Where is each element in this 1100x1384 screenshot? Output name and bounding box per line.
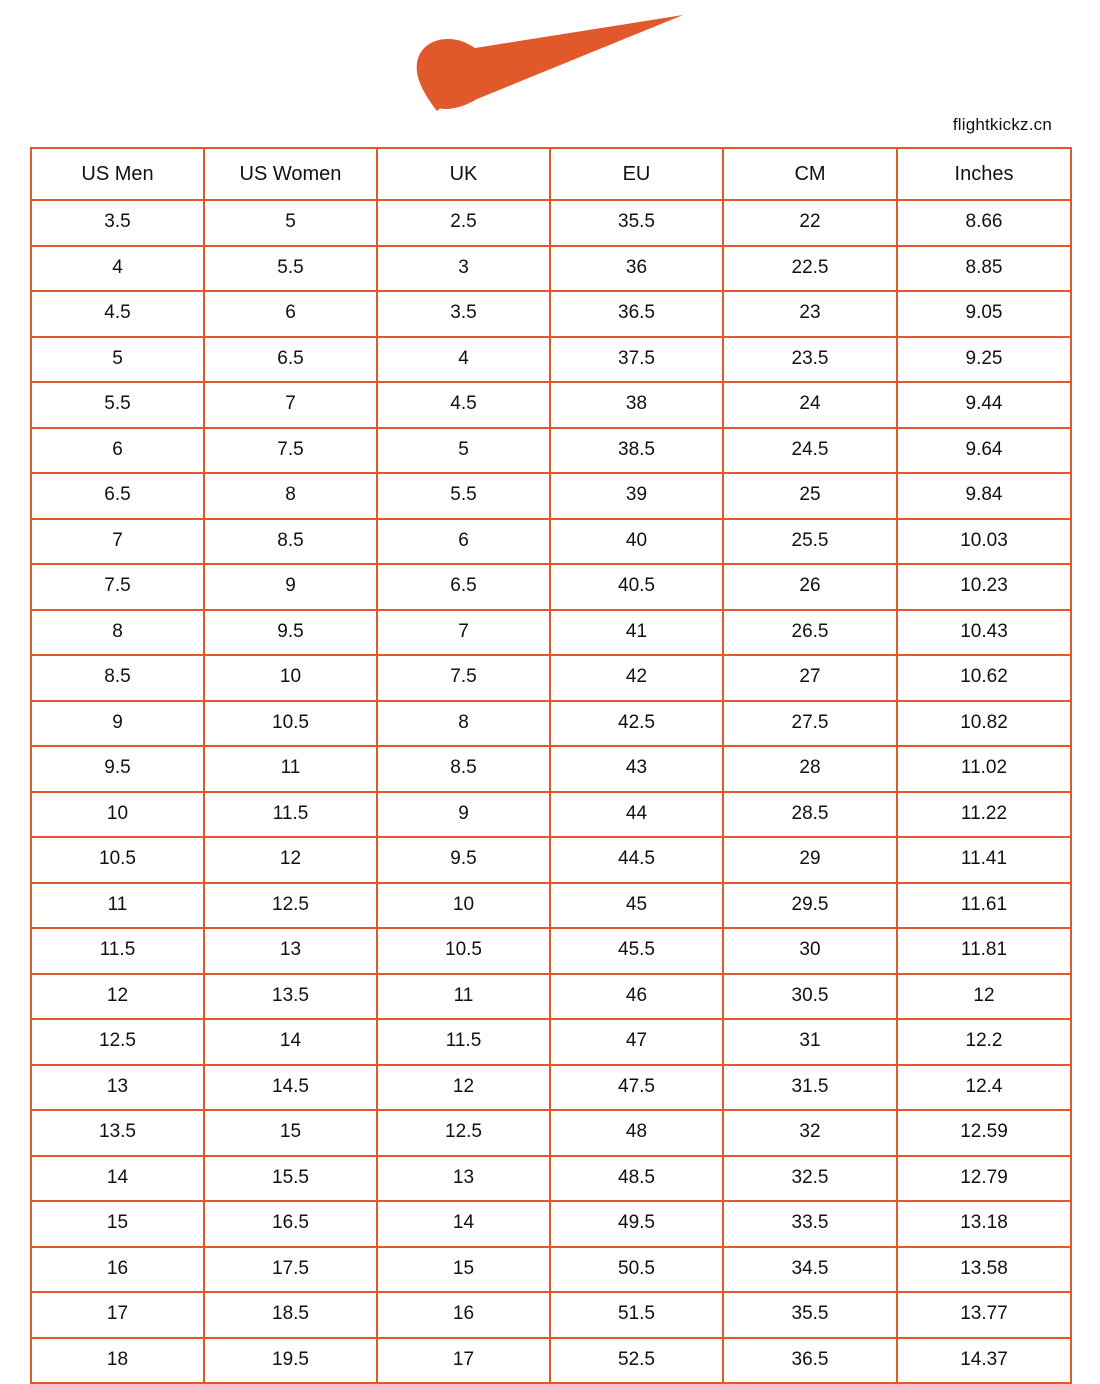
- table-cell: 8.66: [897, 200, 1071, 246]
- table-cell: 11.61: [897, 883, 1071, 929]
- table-row: [31, 1065, 1071, 1111]
- table-cell: 42: [550, 655, 723, 701]
- table-cell: 14: [31, 1156, 204, 1202]
- table-cell: 5: [377, 428, 550, 474]
- table-cell: 14: [204, 1019, 377, 1065]
- table-cell: 29: [723, 837, 897, 883]
- table-cell: 40.5: [550, 564, 723, 610]
- table-cell: 32.5: [723, 1156, 897, 1202]
- size-chart-table-area: [30, 147, 1070, 1370]
- table-cell: 15: [377, 1247, 550, 1293]
- table-cell: 4.5: [377, 382, 550, 428]
- table-cell: 16: [31, 1247, 204, 1293]
- table-cell: 6.5: [31, 473, 204, 519]
- table-cell: 13: [204, 928, 377, 974]
- table-cell: 5.5: [377, 473, 550, 519]
- table-cell: 46: [550, 974, 723, 1020]
- table-row: [31, 746, 1071, 792]
- table-row: [31, 1110, 1071, 1156]
- table-row: [31, 610, 1071, 656]
- table-cell: 12.5: [31, 1019, 204, 1065]
- table-cell: 9: [204, 564, 377, 610]
- table-cell: 12.5: [377, 1110, 550, 1156]
- table-cell: 44: [550, 792, 723, 838]
- table-cell: 44.5: [550, 837, 723, 883]
- table-cell: 13: [377, 1156, 550, 1202]
- table-cell: 5: [204, 200, 377, 246]
- table-cell: 27: [723, 655, 897, 701]
- brand-logo: [0, 0, 1100, 118]
- table-cell: 10.43: [897, 610, 1071, 656]
- table-row: [31, 473, 1071, 519]
- table-cell: 31.5: [723, 1065, 897, 1111]
- table-row: [31, 1247, 1071, 1293]
- table-cell: 26: [723, 564, 897, 610]
- table-cell: 25.5: [723, 519, 897, 565]
- table-cell: 34.5: [723, 1247, 897, 1293]
- table-cell: 43: [550, 746, 723, 792]
- table-cell: 11.5: [31, 928, 204, 974]
- table-cell: 10: [204, 655, 377, 701]
- table-cell: 8.85: [897, 246, 1071, 292]
- table-cell: 3: [377, 246, 550, 292]
- table-row: [31, 701, 1071, 747]
- table-row: [31, 519, 1071, 565]
- table-cell: 22: [723, 200, 897, 246]
- table-cell: 13.5: [31, 1110, 204, 1156]
- table-body: [31, 200, 1071, 1383]
- table-cell: 11: [204, 746, 377, 792]
- table-cell: 12.5: [204, 883, 377, 929]
- table-cell: 28.5: [723, 792, 897, 838]
- table-cell: 28: [723, 746, 897, 792]
- table-cell: 14: [377, 1201, 550, 1247]
- table-cell: 31: [723, 1019, 897, 1065]
- column-header-inches: Inches: [897, 148, 1071, 200]
- table-cell: 10.23: [897, 564, 1071, 610]
- table-row: [31, 1201, 1071, 1247]
- table-cell: 8.5: [31, 655, 204, 701]
- table-cell: 5.5: [31, 382, 204, 428]
- table-cell: 12.79: [897, 1156, 1071, 1202]
- table-cell: 19.5: [204, 1338, 377, 1384]
- table-row: [31, 291, 1071, 337]
- table-cell: 45: [550, 883, 723, 929]
- table-cell: 9: [31, 701, 204, 747]
- table-cell: 11: [377, 974, 550, 1020]
- column-header-eu: EU: [550, 148, 723, 200]
- table-cell: 7.5: [31, 564, 204, 610]
- table-cell: 7: [31, 519, 204, 565]
- table-cell: 14.5: [204, 1065, 377, 1111]
- table-row: [31, 246, 1071, 292]
- table-cell: 8.5: [377, 746, 550, 792]
- table-cell: 4.5: [31, 291, 204, 337]
- table-cell: 13.5: [204, 974, 377, 1020]
- table-cell: 8: [31, 610, 204, 656]
- table-cell: 30: [723, 928, 897, 974]
- table-cell: 14.37: [897, 1338, 1071, 1384]
- table-cell: 17.5: [204, 1247, 377, 1293]
- table-cell: 12.2: [897, 1019, 1071, 1065]
- table-row: [31, 792, 1071, 838]
- table-cell: 17: [377, 1338, 550, 1384]
- table-cell: 9.64: [897, 428, 1071, 474]
- table-cell: 6.5: [377, 564, 550, 610]
- table-cell: 35.5: [723, 1292, 897, 1338]
- table-cell: 9.5: [377, 837, 550, 883]
- table-cell: 10: [377, 883, 550, 929]
- table-cell: 49.5: [550, 1201, 723, 1247]
- table-cell: 50.5: [550, 1247, 723, 1293]
- table-cell: 8: [377, 701, 550, 747]
- table-row: [31, 837, 1071, 883]
- table-cell: 23.5: [723, 337, 897, 383]
- table-row: [31, 1019, 1071, 1065]
- column-header-us-women: US Women: [204, 148, 377, 200]
- table-row: [31, 200, 1071, 246]
- table-cell: 10.5: [204, 701, 377, 747]
- table-row: [31, 337, 1071, 383]
- table-cell: 3.5: [377, 291, 550, 337]
- table-cell: 38: [550, 382, 723, 428]
- table-cell: 5: [31, 337, 204, 383]
- table-cell: 2.5: [377, 200, 550, 246]
- table-cell: 12: [377, 1065, 550, 1111]
- table-cell: 18.5: [204, 1292, 377, 1338]
- table-cell: 9.44: [897, 382, 1071, 428]
- table-cell: 11.22: [897, 792, 1071, 838]
- table-cell: 9: [377, 792, 550, 838]
- column-header-us-men: US Men: [31, 148, 204, 200]
- table-cell: 8: [204, 473, 377, 519]
- table-row: [31, 655, 1071, 701]
- table-cell: 39: [550, 473, 723, 519]
- table-cell: 12: [31, 974, 204, 1020]
- table-cell: 9.5: [204, 610, 377, 656]
- table-cell: 15: [204, 1110, 377, 1156]
- table-cell: 4: [377, 337, 550, 383]
- table-cell: 29.5: [723, 883, 897, 929]
- table-cell: 5.5: [204, 246, 377, 292]
- table-cell: 38.5: [550, 428, 723, 474]
- table-row: [31, 1338, 1071, 1384]
- table-cell: 9.05: [897, 291, 1071, 337]
- table-row: [31, 883, 1071, 929]
- table-cell: 12.59: [897, 1110, 1071, 1156]
- table-cell: 27.5: [723, 701, 897, 747]
- table-row: [31, 428, 1071, 474]
- table-cell: 16.5: [204, 1201, 377, 1247]
- table-cell: 9.5: [31, 746, 204, 792]
- table-cell: 11.5: [204, 792, 377, 838]
- table-cell: 47: [550, 1019, 723, 1065]
- column-header-uk: UK: [377, 148, 550, 200]
- table-cell: 10.03: [897, 519, 1071, 565]
- site-label: flightkickz.cn: [952, 115, 1052, 134]
- table-cell: 6: [377, 519, 550, 565]
- table-cell: 23: [723, 291, 897, 337]
- table-cell: 40: [550, 519, 723, 565]
- table-cell: 36.5: [550, 291, 723, 337]
- table-row: [31, 382, 1071, 428]
- table-cell: 10.5: [31, 837, 204, 883]
- table-cell: 12: [204, 837, 377, 883]
- table-cell: 6: [204, 291, 377, 337]
- table-cell: 47.5: [550, 1065, 723, 1111]
- table-row: [31, 1156, 1071, 1202]
- table-row: [31, 1292, 1071, 1338]
- table-cell: 13.58: [897, 1247, 1071, 1293]
- table-row: [31, 974, 1071, 1020]
- table-cell: 9.84: [897, 473, 1071, 519]
- table-cell: 6.5: [204, 337, 377, 383]
- table-cell: 52.5: [550, 1338, 723, 1384]
- table-cell: 13: [31, 1065, 204, 1111]
- table-cell: 11.41: [897, 837, 1071, 883]
- table-cell: 7.5: [204, 428, 377, 474]
- table-cell: 17: [31, 1292, 204, 1338]
- nike-swoosh-icon: [415, 15, 685, 111]
- table-cell: 16: [377, 1292, 550, 1338]
- table-cell: 36.5: [723, 1338, 897, 1384]
- table-cell: 35.5: [550, 200, 723, 246]
- table-cell: 12.4: [897, 1065, 1071, 1111]
- table-cell: 6: [31, 428, 204, 474]
- table-cell: 12: [897, 974, 1071, 1020]
- table-cell: 15.5: [204, 1156, 377, 1202]
- table-cell: 42.5: [550, 701, 723, 747]
- table-cell: 18: [31, 1338, 204, 1384]
- table-cell: 3.5: [31, 200, 204, 246]
- table-cell: 36: [550, 246, 723, 292]
- table-cell: 7.5: [377, 655, 550, 701]
- table-cell: 26.5: [723, 610, 897, 656]
- table-cell: 13.18: [897, 1201, 1071, 1247]
- table-cell: 48: [550, 1110, 723, 1156]
- table-cell: 10.62: [897, 655, 1071, 701]
- table-cell: 24.5: [723, 428, 897, 474]
- table-cell: 22.5: [723, 246, 897, 292]
- table-cell: 11.02: [897, 746, 1071, 792]
- column-header-cm: CM: [723, 148, 897, 200]
- table-cell: 8.5: [204, 519, 377, 565]
- table-cell: 11: [31, 883, 204, 929]
- size-chart-table: [30, 147, 1072, 1384]
- table-cell: 32: [723, 1110, 897, 1156]
- table-cell: 33.5: [723, 1201, 897, 1247]
- table-cell: 11.81: [897, 928, 1071, 974]
- table-row: [31, 928, 1071, 974]
- table-cell: 13.77: [897, 1292, 1071, 1338]
- table-header-row: [31, 148, 1071, 200]
- table-cell: 4: [31, 246, 204, 292]
- table-cell: 7: [204, 382, 377, 428]
- table-cell: 9.25: [897, 337, 1071, 383]
- table-cell: 15: [31, 1201, 204, 1247]
- table-cell: 51.5: [550, 1292, 723, 1338]
- table-cell: 45.5: [550, 928, 723, 974]
- table-cell: 7: [377, 610, 550, 656]
- table-cell: 11.5: [377, 1019, 550, 1065]
- table-cell: 10.82: [897, 701, 1071, 747]
- table-cell: 10.5: [377, 928, 550, 974]
- table-row: [31, 564, 1071, 610]
- table-cell: 25: [723, 473, 897, 519]
- table-cell: 48.5: [550, 1156, 723, 1202]
- table-cell: 30.5: [723, 974, 897, 1020]
- table-cell: 10: [31, 792, 204, 838]
- table-cell: 41: [550, 610, 723, 656]
- table-cell: 24: [723, 382, 897, 428]
- table-cell: 37.5: [550, 337, 723, 383]
